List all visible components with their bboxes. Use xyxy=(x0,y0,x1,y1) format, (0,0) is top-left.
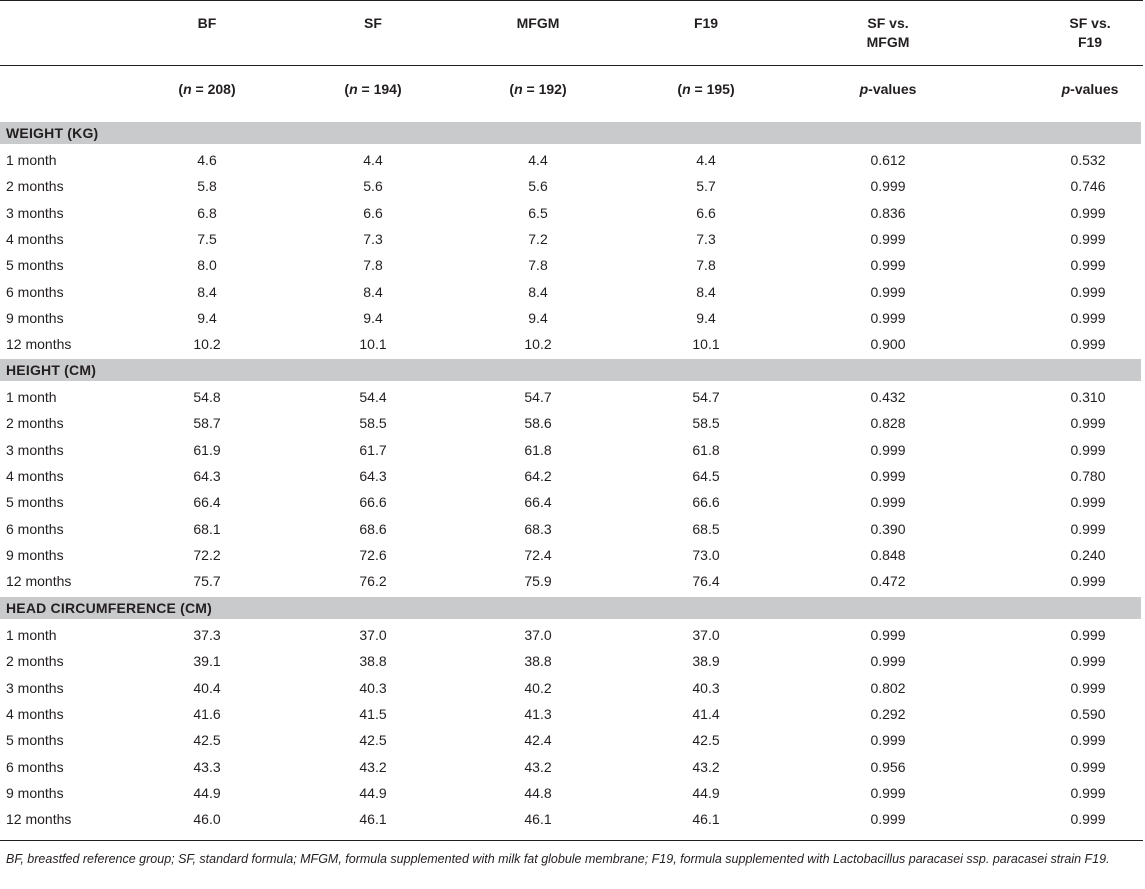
cell-sf: 54.4 xyxy=(359,389,387,405)
cell-mfgm: 41.3 xyxy=(524,706,552,722)
cell-p2: 0.999 xyxy=(1070,442,1106,458)
cell-sf: 4.4 xyxy=(363,152,383,168)
row-label: 6 months xyxy=(6,521,64,537)
row-label: 9 months xyxy=(6,547,64,563)
cell-p2: 0.590 xyxy=(1070,706,1106,722)
row-label: 12 months xyxy=(6,811,72,827)
subheader-sf-vs-mfgm-p: p-values xyxy=(859,81,917,97)
cell-p1: 0.999 xyxy=(870,231,906,247)
header-sf-vs-mfgm xyxy=(838,14,938,52)
table-row xyxy=(0,489,1141,515)
cell-p2: 0.532 xyxy=(1070,152,1106,168)
cell-sf: 66.6 xyxy=(359,494,387,510)
cell-f19: 40.3 xyxy=(692,680,720,696)
header-sf-vs-f19-line1: SF vs. xyxy=(1069,15,1111,31)
cell-p1: 0.956 xyxy=(870,759,906,775)
row-label: 4 months xyxy=(6,468,64,484)
cell-f19: 42.5 xyxy=(692,732,720,748)
row-label: 2 months xyxy=(6,653,64,669)
cell-p1: 0.292 xyxy=(870,706,906,722)
header-sf: SF xyxy=(364,15,382,31)
cell-bf: 72.2 xyxy=(193,547,221,563)
cell-f19: 37.0 xyxy=(692,627,720,643)
row-label: 1 month xyxy=(6,627,57,643)
cell-f19: 58.5 xyxy=(692,415,720,431)
cell-p2: 0.310 xyxy=(1070,389,1106,405)
cell-sf: 8.4 xyxy=(363,284,383,300)
cell-f19: 41.4 xyxy=(692,706,720,722)
cell-p1: 0.999 xyxy=(870,494,906,510)
cell-p2: 0.746 xyxy=(1070,178,1106,194)
cell-sf: 7.3 xyxy=(363,231,383,247)
cell-mfgm: 46.1 xyxy=(524,811,552,827)
header-sf-vs-mfgm-line1: SF vs. xyxy=(867,15,909,31)
cell-p1: 0.900 xyxy=(870,336,906,352)
subheader-sf-n: (n = 194) xyxy=(344,81,402,97)
cell-p1: 0.999 xyxy=(870,442,906,458)
row-label: 4 months xyxy=(6,231,64,247)
section-title: HEIGHT (CM) xyxy=(6,362,97,378)
cell-f19: 64.5 xyxy=(692,468,720,484)
cell-p1: 0.612 xyxy=(870,152,906,168)
cell-bf: 58.7 xyxy=(193,415,221,431)
cell-mfgm: 7.2 xyxy=(528,231,548,247)
cell-sf: 10.1 xyxy=(359,336,387,352)
cell-sf: 5.6 xyxy=(363,178,383,194)
cell-f19: 5.7 xyxy=(696,178,716,194)
cell-sf: 58.5 xyxy=(359,415,387,431)
cell-p1: 0.836 xyxy=(870,205,906,221)
section-header xyxy=(0,597,1141,619)
cell-mfgm: 68.3 xyxy=(524,521,552,537)
cell-p1: 0.999 xyxy=(870,785,906,801)
cell-bf: 66.4 xyxy=(193,494,221,510)
cell-bf: 46.0 xyxy=(193,811,221,827)
cell-p1: 0.390 xyxy=(870,521,906,537)
row-label: 3 months xyxy=(6,442,64,458)
cell-mfgm: 40.2 xyxy=(524,680,552,696)
row-label: 6 months xyxy=(6,284,64,300)
cell-p2: 0.999 xyxy=(1070,732,1106,748)
cell-bf: 41.6 xyxy=(193,706,221,722)
cell-p2: 0.240 xyxy=(1070,547,1106,563)
subheader-sf-vs-f19-p: p-values xyxy=(1061,81,1119,97)
row-label: 5 months xyxy=(6,257,64,273)
cell-p2: 0.999 xyxy=(1070,231,1106,247)
row-label: 2 months xyxy=(6,178,64,194)
table-row xyxy=(0,173,1141,199)
cell-mfgm: 5.6 xyxy=(528,178,548,194)
cell-p1: 0.999 xyxy=(870,811,906,827)
cell-mfgm: 43.2 xyxy=(524,759,552,775)
subheader-f19-n: (n = 195) xyxy=(677,81,735,97)
cell-f19: 68.5 xyxy=(692,521,720,537)
cell-p1: 0.999 xyxy=(870,653,906,669)
header-sf-vs-f19 xyxy=(1040,14,1140,52)
cell-f19: 38.9 xyxy=(692,653,720,669)
cell-sf: 43.2 xyxy=(359,759,387,775)
table-bottom-rule xyxy=(0,840,1143,841)
header-f19: F19 xyxy=(693,15,719,31)
cell-f19: 66.6 xyxy=(692,494,720,510)
cell-bf: 9.4 xyxy=(197,310,217,326)
cell-sf: 41.5 xyxy=(359,706,387,722)
cell-sf: 9.4 xyxy=(363,310,383,326)
cell-sf: 7.8 xyxy=(363,257,383,273)
cell-bf: 10.2 xyxy=(193,336,221,352)
cell-p1: 0.999 xyxy=(870,178,906,194)
cell-bf: 6.8 xyxy=(197,205,217,221)
cell-sf: 42.5 xyxy=(359,732,387,748)
cell-p1: 0.999 xyxy=(870,257,906,273)
cell-p2: 0.999 xyxy=(1070,521,1106,537)
row-label: 4 months xyxy=(6,706,64,722)
cell-bf: 40.4 xyxy=(193,680,221,696)
table-row xyxy=(0,648,1141,674)
cell-p2: 0.999 xyxy=(1070,415,1106,431)
cell-f19: 10.1 xyxy=(692,336,720,352)
table-row xyxy=(0,437,1141,463)
cell-p2: 0.999 xyxy=(1070,653,1106,669)
cell-sf: 64.3 xyxy=(359,468,387,484)
cell-bf: 64.3 xyxy=(193,468,221,484)
cell-f19: 4.4 xyxy=(696,152,716,168)
row-label: 2 months xyxy=(6,415,64,431)
cell-sf: 38.8 xyxy=(359,653,387,669)
cell-f19: 46.1 xyxy=(692,811,720,827)
row-label: 12 months xyxy=(6,336,72,352)
cell-mfgm: 66.4 xyxy=(524,494,552,510)
cell-p2: 0.999 xyxy=(1070,785,1106,801)
row-label: 9 months xyxy=(6,785,64,801)
cell-f19: 73.0 xyxy=(692,547,720,563)
cell-mfgm: 9.4 xyxy=(528,310,548,326)
cell-bf: 8.0 xyxy=(197,257,217,273)
header-bf: BF xyxy=(197,15,217,31)
cell-p2: 0.999 xyxy=(1070,284,1106,300)
cell-bf: 37.3 xyxy=(193,627,221,643)
cell-f19: 9.4 xyxy=(696,310,716,326)
cell-sf: 40.3 xyxy=(359,680,387,696)
table-row xyxy=(0,622,1141,648)
cell-p1: 0.432 xyxy=(870,389,906,405)
section-header xyxy=(0,122,1141,144)
table-row xyxy=(0,516,1141,542)
cell-mfgm: 8.4 xyxy=(528,284,548,300)
table-row xyxy=(0,727,1141,753)
cell-sf: 68.6 xyxy=(359,521,387,537)
row-label: 12 months xyxy=(6,573,72,589)
table-row xyxy=(0,384,1141,410)
cell-mfgm: 38.8 xyxy=(524,653,552,669)
section-title: WEIGHT (KG) xyxy=(6,125,99,141)
row-label: 5 months xyxy=(6,732,64,748)
cell-bf: 44.9 xyxy=(193,785,221,801)
section-header xyxy=(0,359,1141,381)
table-row xyxy=(0,542,1141,568)
cell-mfgm: 6.5 xyxy=(528,205,548,221)
header-sf-vs-f19-line2: F19 xyxy=(1077,34,1103,50)
table-row xyxy=(0,279,1141,305)
cell-f19: 7.8 xyxy=(696,257,716,273)
cell-p2: 0.999 xyxy=(1070,759,1106,775)
cell-mfgm: 44.8 xyxy=(524,785,552,801)
cell-p1: 0.802 xyxy=(870,680,906,696)
cell-bf: 75.7 xyxy=(193,573,221,589)
table-row xyxy=(0,410,1141,436)
cell-f19: 8.4 xyxy=(696,284,716,300)
cell-bf: 54.8 xyxy=(193,389,221,405)
cell-p2: 0.999 xyxy=(1070,573,1106,589)
cell-sf: 61.7 xyxy=(359,442,387,458)
cell-mfgm: 37.0 xyxy=(524,627,552,643)
cell-f19: 61.8 xyxy=(692,442,720,458)
cell-mfgm: 64.2 xyxy=(524,468,552,484)
row-label: 9 months xyxy=(6,310,64,326)
cell-sf: 37.0 xyxy=(359,627,387,643)
cell-p1: 0.848 xyxy=(870,547,906,563)
row-label: 1 month xyxy=(6,389,57,405)
table-row xyxy=(0,463,1141,489)
cell-p1: 0.999 xyxy=(870,468,906,484)
cell-p2: 0.999 xyxy=(1070,205,1106,221)
row-label: 3 months xyxy=(6,680,64,696)
table-header-rule xyxy=(0,65,1143,66)
section-title: HEAD CIRCUMFERENCE (CM) xyxy=(6,600,213,616)
cell-bf: 61.9 xyxy=(193,442,221,458)
cell-mfgm: 54.7 xyxy=(524,389,552,405)
cell-f19: 76.4 xyxy=(692,573,720,589)
table-row xyxy=(0,675,1141,701)
row-label: 3 months xyxy=(6,205,64,221)
cell-p2: 0.999 xyxy=(1070,811,1106,827)
cell-mfgm: 4.4 xyxy=(528,152,548,168)
subheader-bf-n: (n = 208) xyxy=(178,81,236,97)
cell-sf: 6.6 xyxy=(363,205,383,221)
cell-p1: 0.999 xyxy=(870,732,906,748)
cell-bf: 68.1 xyxy=(193,521,221,537)
table-row xyxy=(0,568,1141,594)
cell-mfgm: 72.4 xyxy=(524,547,552,563)
header-mfgm: MFGM xyxy=(516,15,560,31)
cell-p2: 0.999 xyxy=(1070,680,1106,696)
cell-sf: 46.1 xyxy=(359,811,387,827)
table-row xyxy=(0,780,1141,806)
cell-mfgm: 10.2 xyxy=(524,336,552,352)
table-row xyxy=(0,305,1141,331)
cell-mfgm: 42.4 xyxy=(524,732,552,748)
table-row xyxy=(0,754,1141,780)
cell-mfgm: 58.6 xyxy=(524,415,552,431)
subheader-mfgm-n: (n = 192) xyxy=(509,81,567,97)
cell-sf: 44.9 xyxy=(359,785,387,801)
cell-bf: 4.6 xyxy=(197,152,217,168)
row-label: 6 months xyxy=(6,759,64,775)
cell-p2: 0.999 xyxy=(1070,627,1106,643)
cell-f19: 7.3 xyxy=(696,231,716,247)
cell-p2: 0.999 xyxy=(1070,257,1106,273)
cell-p2: 0.999 xyxy=(1070,336,1106,352)
cell-bf: 39.1 xyxy=(193,653,221,669)
cell-p1: 0.999 xyxy=(870,310,906,326)
header-sf-vs-mfgm-line2: MFGM xyxy=(866,34,910,50)
cell-p1: 0.828 xyxy=(870,415,906,431)
cell-f19: 54.7 xyxy=(692,389,720,405)
table-row xyxy=(0,226,1141,252)
table-top-rule xyxy=(0,0,1143,1)
cell-p2: 0.780 xyxy=(1070,468,1106,484)
cell-p2: 0.999 xyxy=(1070,494,1106,510)
cell-f19: 43.2 xyxy=(692,759,720,775)
table-row xyxy=(0,252,1141,278)
table-row xyxy=(0,701,1141,727)
table-row xyxy=(0,200,1141,226)
cell-sf: 72.6 xyxy=(359,547,387,563)
cell-mfgm: 75.9 xyxy=(524,573,552,589)
cell-bf: 43.3 xyxy=(193,759,221,775)
cell-f19: 6.6 xyxy=(696,205,716,221)
table-row xyxy=(0,147,1141,173)
cell-bf: 8.4 xyxy=(197,284,217,300)
cell-p2: 0.999 xyxy=(1070,310,1106,326)
row-label: 1 month xyxy=(6,152,57,168)
table-row xyxy=(0,331,1141,357)
cell-p1: 0.472 xyxy=(870,573,906,589)
cell-bf: 42.5 xyxy=(193,732,221,748)
cell-p1: 0.999 xyxy=(870,627,906,643)
cell-bf: 7.5 xyxy=(197,231,217,247)
cell-bf: 5.8 xyxy=(197,178,217,194)
table-row xyxy=(0,806,1141,832)
table-footnote: BF, breastfed reference group; SF, standard formula; MFGM, formula supplemented with milk fat globule membrane; F19, formula supplemented with Lactobacillus paracasei ssp. paracasei strain F19. xyxy=(6,852,1110,866)
cell-mfgm: 61.8 xyxy=(524,442,552,458)
cell-f19: 44.9 xyxy=(692,785,720,801)
cell-sf: 76.2 xyxy=(359,573,387,589)
row-label: 5 months xyxy=(6,494,64,510)
cell-mfgm: 7.8 xyxy=(528,257,548,273)
cell-p1: 0.999 xyxy=(870,284,906,300)
